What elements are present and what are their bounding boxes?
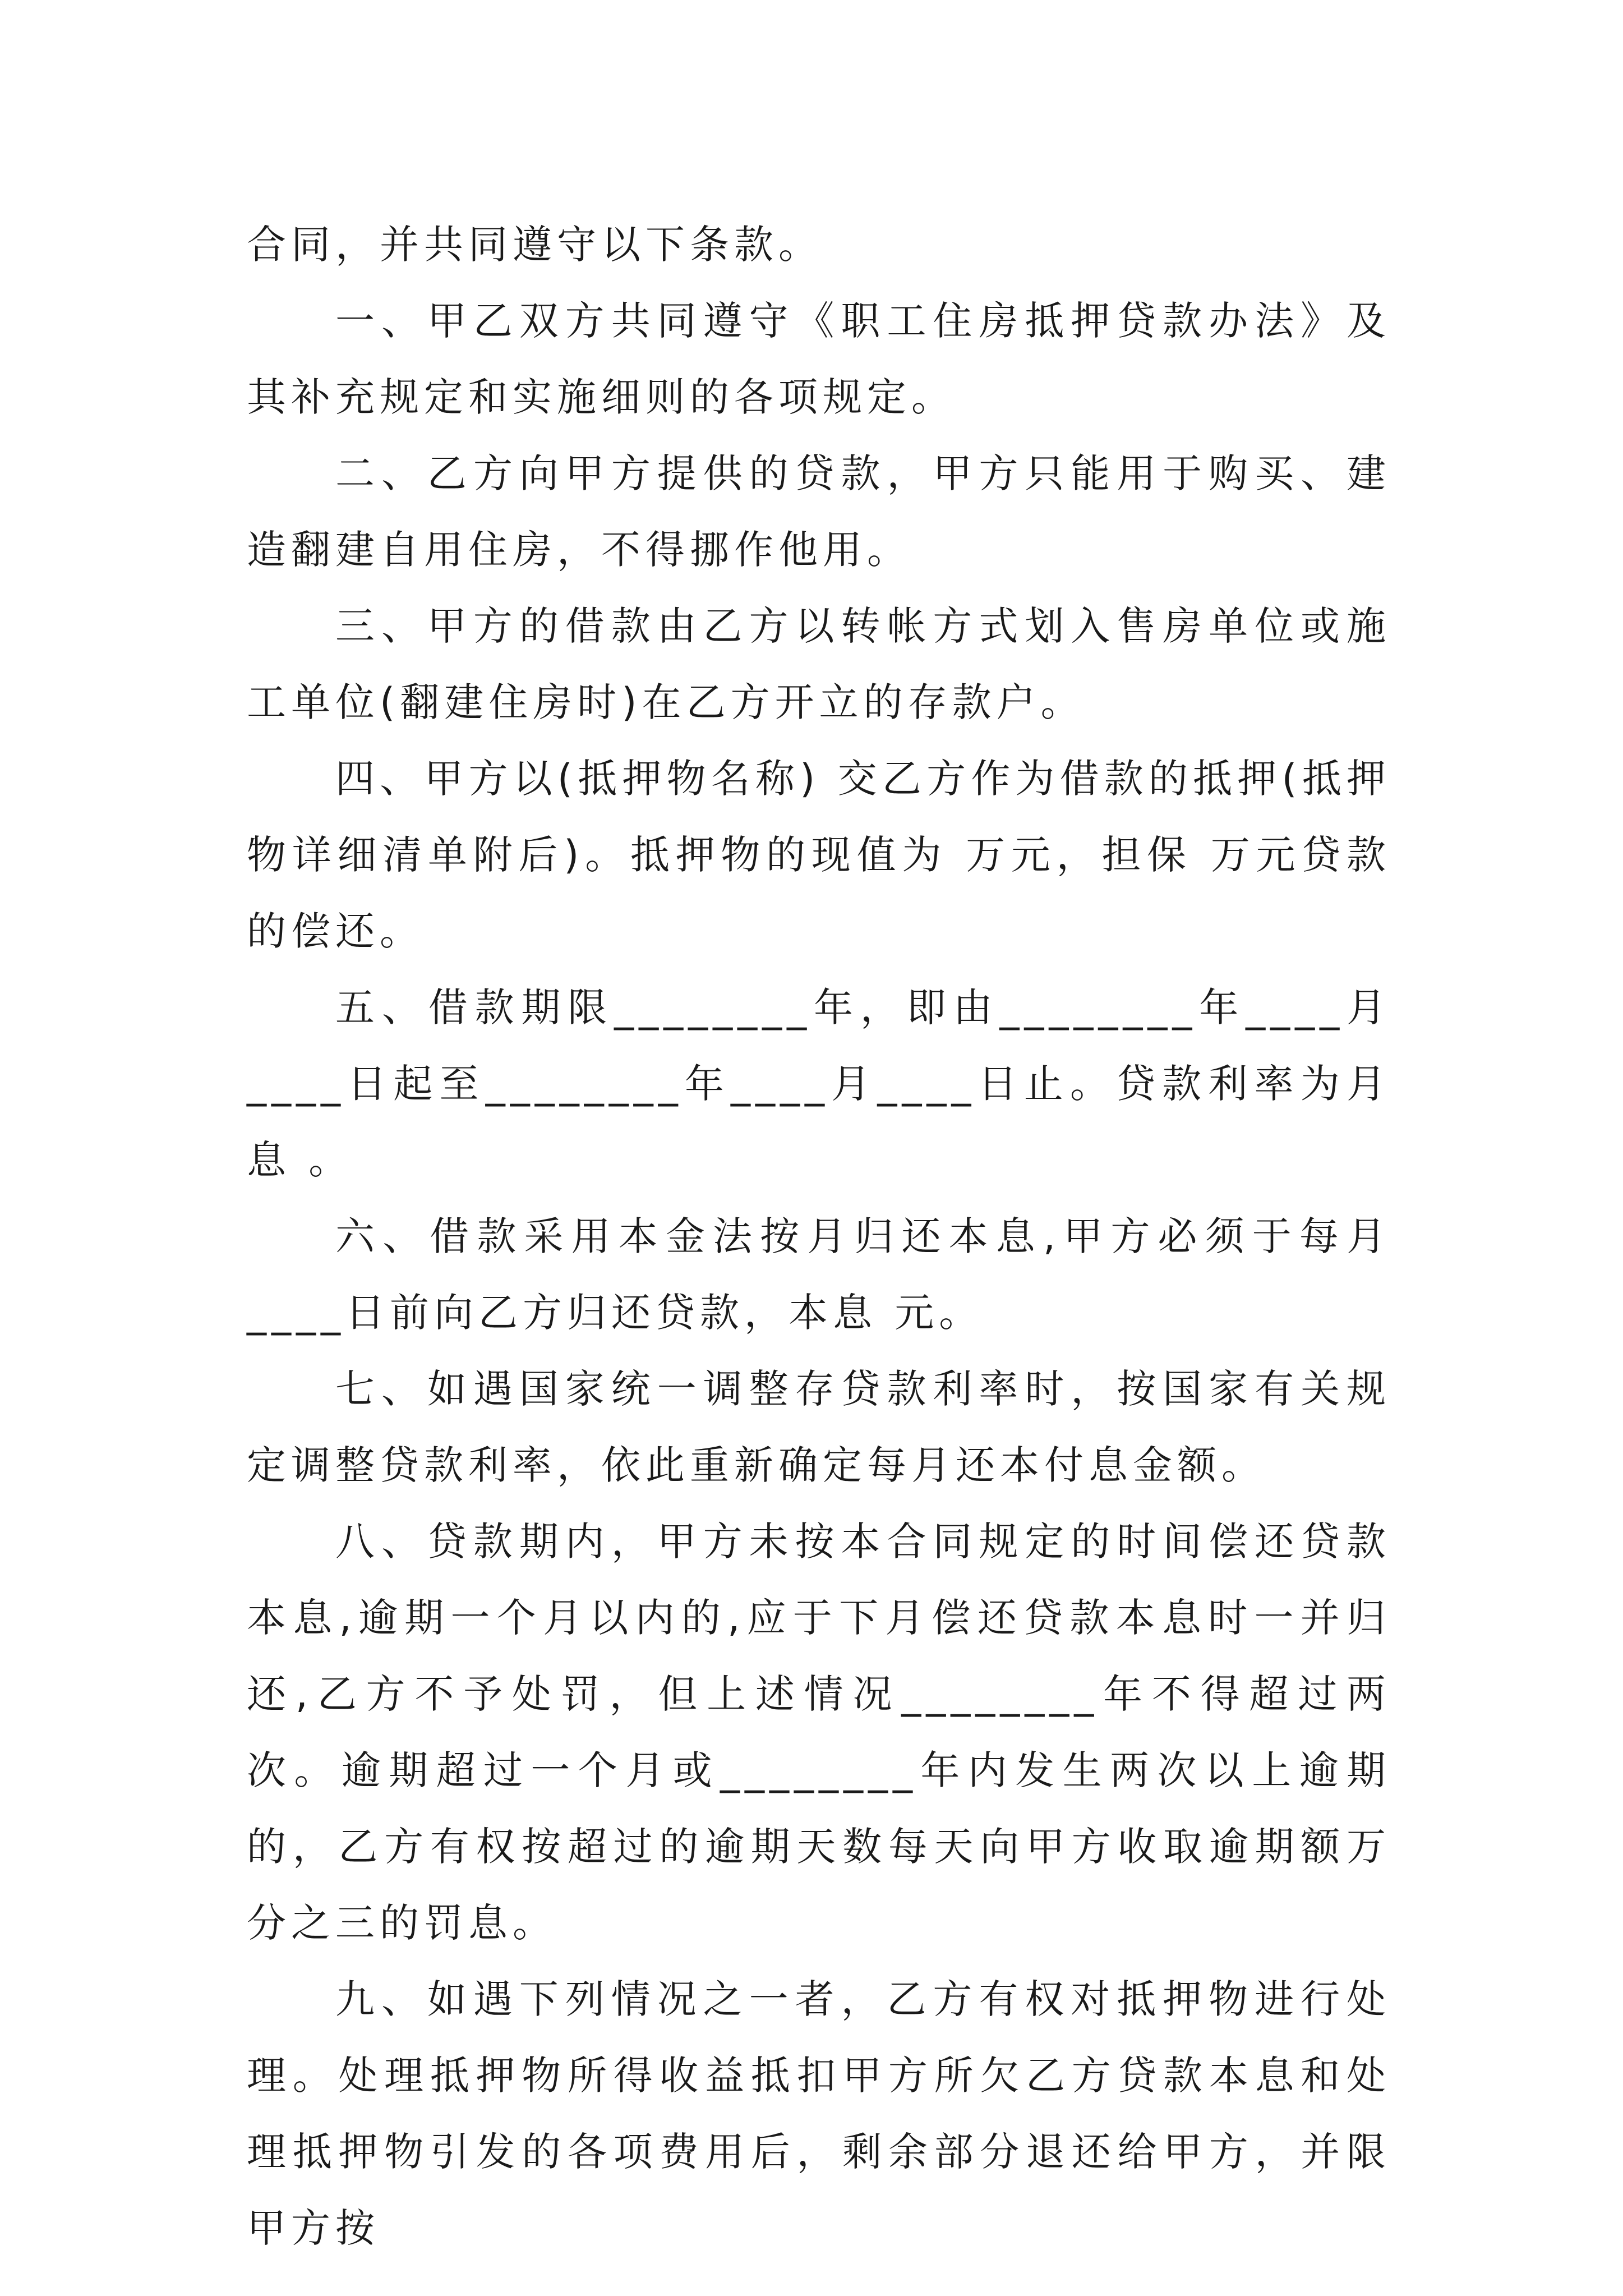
clause-1: 一、甲乙双方共同遵守《职工住房抵押贷款办法》及其补充规定和实施细则的各项规定。 [247, 298, 1391, 420]
clause-3: 三、甲方的借款由乙方以转帐方式划入售房单位或施工单位(翻建住房时)在乙方开立的存款户。 [247, 603, 1391, 725]
clause-4: 四、甲方以(抵押物名称) 交乙方作为借款的抵押(抵押物详细清单附后)。抵押物的现值为 万元，担保 万元贷款的偿还。 [247, 756, 1391, 954]
clause-9: 九、如遇下列情况之一者，乙方有权对抵押物进行处理。处理抵押物所得收益抵扣甲方所欠乙方贷款本息和处理抵押物引发的各项费用后，剩余部分退还给甲方，并限甲方按 [247, 1976, 1391, 2251]
clause-5: 五、借款期限________年，即由________年____月____日起至________年____月____日止。贷款利率为月息 。 [247, 984, 1391, 1183]
paragraph-continuation: 合同，并共同遵守以下条款。 [247, 222, 823, 268]
clause-7: 七、如遇国家统一调整存贷款利率时，按国家有关规定调整贷款利率，依此重新确定每月还本付息金额。 [247, 1366, 1391, 1488]
clause-8: 八、贷款期内，甲方未按本合同规定的时间偿还贷款本息,逾期一个月以内的,应于下月偿还贷款本息时一并归还,乙方不予处罚，但上述情况________年不得超过两次。逾期超过一个月或________年内发生两次以上逾期的，乙方有权按超过的逾期天数每天向甲方收取逾期额万分之三的罚息。 [247, 1519, 1391, 1946]
clause-2: 二、乙方向甲方提供的贷款，甲方只能用于购买、建造翻建自用住房，不得挪作他用。 [247, 450, 1391, 573]
clause-6: 六、借款采用本金法按月归还本息,甲方必须于每月____日前向乙方归还贷款，本息 元。 [247, 1213, 1391, 1336]
document-body [247, 206, 1391, 2266]
